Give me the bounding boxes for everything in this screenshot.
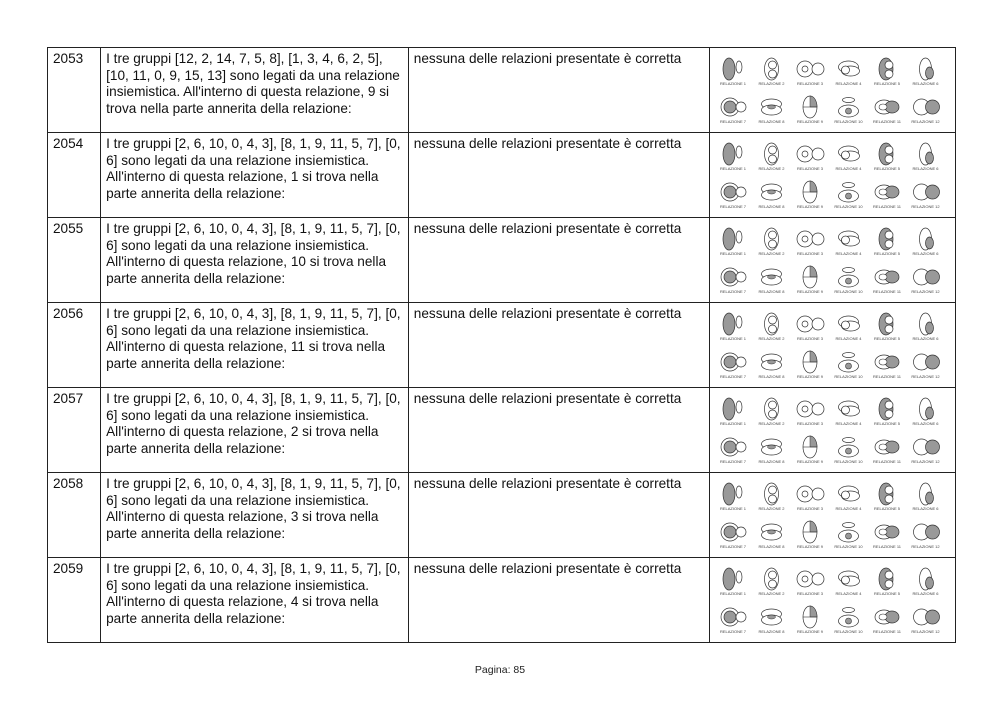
- relation-diagram-12: [914, 609, 940, 625]
- relation-diagram-1: [723, 143, 742, 165]
- relation-label: RELAZIONE 12: [911, 289, 941, 294]
- relation-label: RELAZIONE 9: [797, 289, 824, 294]
- relation-diagram-10: [839, 523, 859, 543]
- question-text: I tre gruppi [2, 6, 10, 0, 4, 3], [8, 1, 9, 11, 5, 7], [0, 6] sono legati da una relazione insiemistica. All'interno di questa relazione, 10 si trova nella parte annerita della relazione:: [101, 218, 409, 303]
- relation-label: RELAZIONE 6: [912, 591, 939, 596]
- relation-label: RELAZIONE 1: [720, 81, 747, 86]
- question-number: 2053: [48, 48, 101, 133]
- answer-text: nessuna delle relazioni presentate è corretta: [408, 388, 710, 473]
- relation-diagram-5: [879, 58, 893, 80]
- relation-label: RELAZIONE 8: [758, 119, 785, 124]
- relation-label: RELAZIONE 4: [835, 591, 862, 596]
- relation-diagram-5: [879, 313, 893, 335]
- relation-diagram-3: [797, 486, 824, 502]
- relation-label: RELAZIONE 8: [758, 204, 785, 209]
- question-number: 2055: [48, 218, 101, 303]
- relation-label: RELAZIONE 5: [874, 421, 901, 426]
- relation-diagram-10: [839, 608, 859, 628]
- relation-label: RELAZIONE 1: [720, 166, 747, 171]
- relation-diagram-5: [879, 398, 893, 420]
- relation-label: RELAZIONE 11: [873, 374, 902, 379]
- relations-diagram: [713, 305, 945, 383]
- relation-diagram-10: [839, 438, 859, 458]
- relation-diagram-1: [723, 483, 742, 505]
- relation-diagram-1: [723, 228, 742, 250]
- relation-label: RELAZIONE 5: [874, 591, 901, 596]
- relation-label: RELAZIONE 5: [874, 336, 901, 341]
- question-row: [48, 473, 956, 558]
- relation-diagram-12: [914, 354, 940, 370]
- relation-label: RELAZIONE 2: [758, 506, 785, 511]
- relation-diagram-2: [765, 228, 779, 250]
- relation-diagram-7: [721, 183, 746, 201]
- relation-diagram-6: [920, 483, 934, 505]
- relation-diagram-7: [721, 523, 746, 541]
- relation-label: RELAZIONE 3: [797, 166, 824, 171]
- relation-label: RELAZIONE 1: [720, 251, 747, 256]
- relation-label: RELAZIONE 12: [911, 629, 941, 634]
- relations-diagram: [713, 390, 945, 468]
- relation-diagram-2: [765, 143, 779, 165]
- relation-label: RELAZIONE 9: [797, 459, 824, 464]
- relation-diagram-12: [914, 269, 940, 285]
- relation-diagram-11: [875, 355, 899, 369]
- relation-label: RELAZIONE 2: [758, 421, 785, 426]
- relation-diagram-11: [875, 610, 899, 624]
- relation-label: RELAZIONE 9: [797, 544, 824, 549]
- relation-label: RELAZIONE 9: [797, 204, 824, 209]
- relation-label: RELAZIONE 11: [873, 119, 902, 124]
- relation-diagram-4: [839, 401, 860, 416]
- answer-text: nessuna delle relazioni presentate è corretta: [408, 558, 710, 643]
- relation-label: RELAZIONE 7: [720, 119, 747, 124]
- relation-label: RELAZIONE 7: [720, 459, 747, 464]
- relation-label: RELAZIONE 11: [873, 544, 902, 549]
- relation-label: RELAZIONE 3: [797, 251, 824, 256]
- answer-text: nessuna delle relazioni presentate è corretta: [408, 218, 710, 303]
- relation-diagram-8: [762, 354, 782, 370]
- relation-diagram-6: [920, 313, 934, 335]
- relation-diagram-7: [721, 98, 746, 116]
- relation-diagram-11: [875, 440, 899, 454]
- relation-diagram-2: [765, 313, 779, 335]
- relation-label: RELAZIONE 12: [911, 544, 941, 549]
- relation-diagram-2: [765, 483, 779, 505]
- relation-diagram-11: [875, 185, 899, 199]
- relation-label: RELAZIONE 1: [720, 336, 747, 341]
- relation-label: RELAZIONE 8: [758, 544, 785, 549]
- question-row: [48, 133, 956, 218]
- relation-label: RELAZIONE 7: [720, 204, 747, 209]
- answer-text: nessuna delle relazioni presentate è corretta: [408, 303, 710, 388]
- question-number: 2059: [48, 558, 101, 643]
- relation-diagram-10: [839, 183, 859, 203]
- relation-label: RELAZIONE 12: [911, 459, 941, 464]
- relation-label: RELAZIONE 2: [758, 251, 785, 256]
- relation-label: RELAZIONE 10: [834, 459, 864, 464]
- relation-label: RELAZIONE 10: [834, 544, 864, 549]
- relation-label: RELAZIONE 4: [835, 251, 862, 256]
- relation-diagram-7: [721, 608, 746, 626]
- relation-diagram-4: [839, 146, 860, 161]
- relation-diagram-9: [803, 96, 817, 118]
- relation-label: RELAZIONE 5: [874, 81, 901, 86]
- relation-label: RELAZIONE 10: [834, 289, 864, 294]
- relation-label: RELAZIONE 8: [758, 289, 785, 294]
- relation-label: RELAZIONE 4: [835, 421, 862, 426]
- relations-diagram: [713, 220, 945, 298]
- relation-diagram-3: [797, 571, 824, 587]
- relation-diagram-7: [721, 268, 746, 286]
- relation-diagram-5: [879, 483, 893, 505]
- relation-label: RELAZIONE 10: [834, 204, 864, 209]
- relation-label: RELAZIONE 3: [797, 81, 824, 86]
- relation-diagram-9: [803, 606, 817, 628]
- question-row: [48, 48, 956, 133]
- relations-diagram: [713, 135, 945, 213]
- relation-diagram-4: [839, 231, 860, 246]
- relation-diagram-8: [762, 524, 782, 540]
- relation-diagram-6: [920, 568, 934, 590]
- relation-label: RELAZIONE 10: [834, 374, 864, 379]
- relation-diagram-7: [721, 353, 746, 371]
- relation-label: RELAZIONE 6: [912, 81, 939, 86]
- relation-label: RELAZIONE 12: [911, 119, 941, 124]
- relation-label: RELAZIONE 9: [797, 119, 824, 124]
- relation-diagram-11: [875, 525, 899, 539]
- relation-label: RELAZIONE 1: [720, 506, 747, 511]
- question-number: 2058: [48, 473, 101, 558]
- relation-diagram-2: [765, 568, 779, 590]
- relation-diagram-10: [839, 353, 859, 373]
- relation-diagram-5: [879, 228, 893, 250]
- relation-label: RELAZIONE 6: [912, 336, 939, 341]
- relation-label: RELAZIONE 8: [758, 629, 785, 634]
- relation-diagram-9: [803, 351, 817, 373]
- relation-label: RELAZIONE 6: [912, 506, 939, 511]
- relation-diagram-4: [839, 61, 860, 76]
- relation-label: RELAZIONE 11: [873, 629, 902, 634]
- relations-diagram-cell: [710, 218, 956, 303]
- question-row: [48, 218, 956, 303]
- relation-diagram-6: [920, 58, 934, 80]
- relation-label: RELAZIONE 12: [911, 374, 941, 379]
- relation-label: RELAZIONE 1: [720, 591, 747, 596]
- relation-diagram-2: [765, 398, 779, 420]
- question-text: I tre gruppi [2, 6, 10, 0, 4, 3], [8, 1, 9, 11, 5, 7], [0, 6] sono legati da una relazione insiemistica. All'interno di questa relazione, 4 si trova nella parte annerita della relazione:: [101, 558, 409, 643]
- relation-label: RELAZIONE 7: [720, 374, 747, 379]
- question-text: I tre gruppi [2, 6, 10, 0, 4, 3], [8, 1, 9, 11, 5, 7], [0, 6] sono legati da una relazione insiemistica. All'interno di questa relazione, 11 si trova nella parte annerita della relazione:: [101, 303, 409, 388]
- relation-diagram-6: [920, 143, 934, 165]
- relation-diagram-11: [875, 100, 899, 114]
- relation-label: RELAZIONE 5: [874, 251, 901, 256]
- relation-label: RELAZIONE 7: [720, 289, 747, 294]
- relation-label: RELAZIONE 8: [758, 374, 785, 379]
- relation-diagram-3: [797, 146, 824, 162]
- relation-label: RELAZIONE 5: [874, 166, 901, 171]
- relation-diagram-12: [914, 524, 940, 540]
- relation-label: RELAZIONE 9: [797, 629, 824, 634]
- relation-label: RELAZIONE 10: [834, 629, 864, 634]
- relation-diagram-8: [762, 269, 782, 285]
- questions-table: [47, 47, 956, 643]
- relation-label: RELAZIONE 4: [835, 166, 862, 171]
- relations-diagram: [713, 50, 945, 128]
- relation-label: RELAZIONE 5: [874, 506, 901, 511]
- relations-diagram-cell: [710, 133, 956, 218]
- answer-text: nessuna delle relazioni presentate è corretta: [408, 133, 710, 218]
- relation-diagram-3: [797, 61, 824, 77]
- question-text: I tre gruppi [12, 2, 14, 7, 5, 8], [1, 3, 4, 6, 2, 5], [10, 11, 0, 9, 15, 13] sono legati da una relazione insiemistica. All'interno di questa relazione, 9 si trova nella parte annerita della relazione:: [101, 48, 409, 133]
- relation-label: RELAZIONE 6: [912, 421, 939, 426]
- question-row: [48, 303, 956, 388]
- relation-label: RELAZIONE 6: [912, 251, 939, 256]
- relation-label: RELAZIONE 9: [797, 374, 824, 379]
- relation-diagram-5: [879, 568, 893, 590]
- relation-label: RELAZIONE 3: [797, 506, 824, 511]
- relation-diagram-8: [762, 184, 782, 200]
- relation-label: RELAZIONE 6: [912, 166, 939, 171]
- relation-label: RELAZIONE 3: [797, 591, 824, 596]
- relation-label: RELAZIONE 4: [835, 336, 862, 341]
- relation-label: RELAZIONE 7: [720, 629, 747, 634]
- question-number: 2056: [48, 303, 101, 388]
- relation-diagram-1: [723, 568, 742, 590]
- relation-diagram-8: [762, 609, 782, 625]
- relation-diagram-3: [797, 316, 824, 332]
- relation-diagram-12: [914, 439, 940, 455]
- relation-label: RELAZIONE 1: [720, 421, 747, 426]
- relation-label: RELAZIONE 8: [758, 459, 785, 464]
- relation-label: RELAZIONE 11: [873, 204, 902, 209]
- question-number: 2057: [48, 388, 101, 473]
- question-number: 2054: [48, 133, 101, 218]
- question-row: [48, 558, 956, 643]
- relation-diagram-1: [723, 58, 742, 80]
- relation-label: RELAZIONE 10: [834, 119, 864, 124]
- relation-label: RELAZIONE 2: [758, 591, 785, 596]
- answer-text: nessuna delle relazioni presentate è corretta: [408, 473, 710, 558]
- question-text: I tre gruppi [2, 6, 10, 0, 4, 3], [8, 1, 9, 11, 5, 7], [0, 6] sono legati da una relazione insiemistica. All'interno di questa relazione, 3 si trova nella parte annerita della relazione:: [101, 473, 409, 558]
- relation-diagram-5: [879, 143, 893, 165]
- relation-diagram-12: [914, 99, 940, 115]
- relation-diagram-10: [839, 98, 859, 118]
- relation-label: RELAZIONE 3: [797, 336, 824, 341]
- relation-diagram-3: [797, 231, 824, 247]
- relation-diagram-6: [920, 228, 934, 250]
- relations-diagram: [713, 560, 945, 638]
- relation-label: RELAZIONE 3: [797, 421, 824, 426]
- relation-label: RELAZIONE 11: [873, 459, 902, 464]
- relation-diagram-6: [920, 398, 934, 420]
- relation-label: RELAZIONE 11: [873, 289, 902, 294]
- relation-diagram-4: [839, 571, 860, 586]
- relations-diagram-cell: [710, 303, 956, 388]
- answer-text: nessuna delle relazioni presentate è corretta: [408, 48, 710, 133]
- relation-diagram-2: [765, 58, 779, 80]
- relation-diagram-9: [803, 181, 817, 203]
- relations-diagram-cell: [710, 48, 956, 133]
- relation-diagram-7: [721, 438, 746, 456]
- relation-label: RELAZIONE 12: [911, 204, 941, 209]
- relation-diagram-8: [762, 439, 782, 455]
- relation-diagram-9: [803, 436, 817, 458]
- relation-label: RELAZIONE 4: [835, 506, 862, 511]
- question-text: I tre gruppi [2, 6, 10, 0, 4, 3], [8, 1, 9, 11, 5, 7], [0, 6] sono legati da una relazione insiemistica. All'interno di questa relazione, 2 si trova nella parte annerita della relazione:: [101, 388, 409, 473]
- relation-label: RELAZIONE 2: [758, 81, 785, 86]
- relations-diagram-cell: [710, 473, 956, 558]
- relation-diagram-10: [839, 268, 859, 288]
- relation-diagram-4: [839, 486, 860, 501]
- relation-label: RELAZIONE 2: [758, 336, 785, 341]
- relation-diagram-8: [762, 99, 782, 115]
- relation-diagram-12: [914, 184, 940, 200]
- relation-label: RELAZIONE 2: [758, 166, 785, 171]
- question-text: I tre gruppi [2, 6, 10, 0, 4, 3], [8, 1, 9, 11, 5, 7], [0, 6] sono legati da una relazione insiemistica. All'interno di questa relazione, 1 si trova nella parte annerita della relazione:: [101, 133, 409, 218]
- relation-diagram-11: [875, 270, 899, 284]
- relation-label: RELAZIONE 7: [720, 544, 747, 549]
- relations-diagram-cell: [710, 388, 956, 473]
- relations-diagram-cell: [710, 558, 956, 643]
- relation-diagram-4: [839, 316, 860, 331]
- question-row: [48, 388, 956, 473]
- relations-diagram: [713, 475, 945, 553]
- relation-diagram-9: [803, 266, 817, 288]
- relation-diagram-3: [797, 401, 824, 417]
- relation-diagram-1: [723, 398, 742, 420]
- relation-diagram-1: [723, 313, 742, 335]
- relation-diagram-9: [803, 521, 817, 543]
- page-footer: Pagina: 85: [474, 664, 526, 676]
- relation-label: RELAZIONE 4: [835, 81, 862, 86]
